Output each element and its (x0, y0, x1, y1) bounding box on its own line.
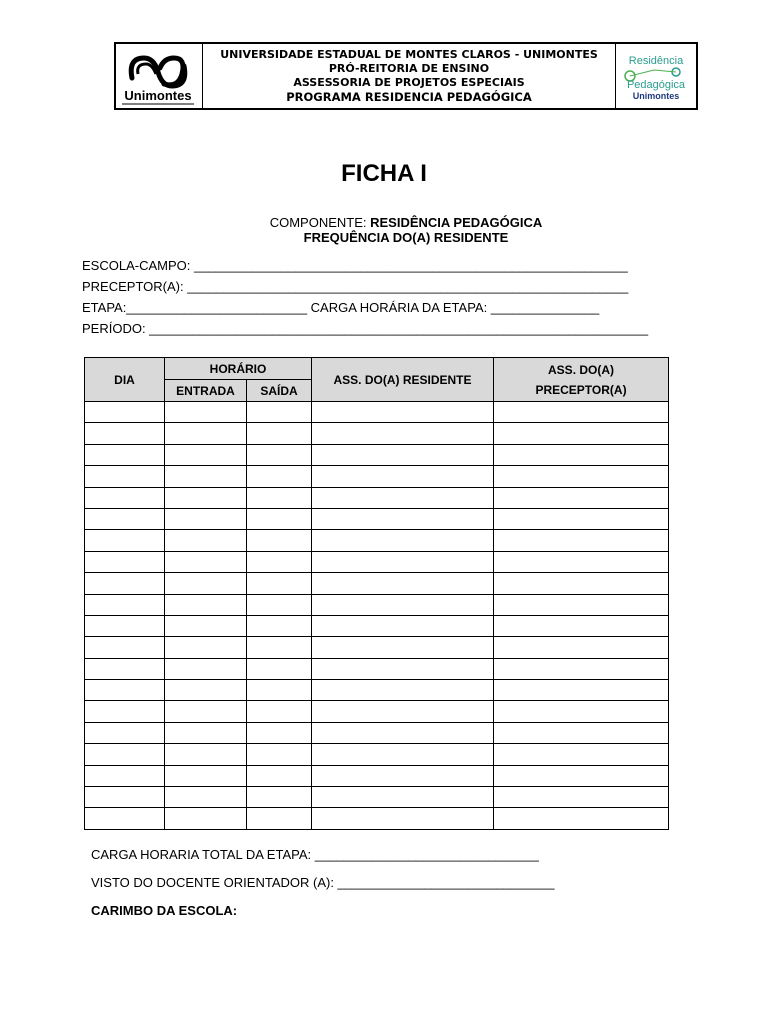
residente-signature-cell[interactable] (312, 787, 494, 808)
saida-cell[interactable] (247, 680, 312, 701)
entrada-cell[interactable] (165, 808, 247, 829)
dia-cell[interactable] (85, 466, 165, 487)
dia-cell[interactable] (85, 530, 165, 551)
dia-cell[interactable] (85, 658, 165, 679)
preceptor-signature-cell[interactable] (494, 551, 669, 572)
saida-cell[interactable] (247, 573, 312, 594)
header-preceptor: ASS. DO(A) PRECEPTOR(A) (494, 358, 669, 402)
header-horario: HORÁRIO (165, 358, 312, 380)
residencia-logo-line1: Residência (628, 55, 684, 67)
header-text (203, 44, 615, 108)
residente-signature-cell[interactable] (312, 508, 494, 529)
dia-cell[interactable] (85, 402, 165, 423)
table-row (85, 594, 669, 615)
entrada-cell[interactable] (165, 701, 247, 722)
entrada-cell[interactable] (165, 637, 247, 658)
document-header (114, 42, 698, 110)
entrada-cell[interactable] (165, 594, 247, 615)
preceptor-signature-cell[interactable] (494, 615, 669, 636)
entrada-cell[interactable] (165, 530, 247, 551)
residente-signature-cell[interactable] (312, 637, 494, 658)
component-subtitle: FREQUÊNCIA DO(A) RESIDENTE (303, 230, 509, 245)
table-row (85, 551, 669, 572)
table-row (85, 487, 669, 508)
residente-signature-cell[interactable] (312, 466, 494, 487)
university-name: UNIVERSIDADE ESTADUAL DE MONTES CLAROS - UNIMONTES (220, 48, 598, 61)
table-row (85, 722, 669, 743)
saida-cell[interactable] (247, 637, 312, 658)
preceptor-signature-cell[interactable] (494, 466, 669, 487)
header-entrada: ENTRADA (165, 380, 247, 402)
saida-cell[interactable] (247, 444, 312, 465)
table-row (85, 765, 669, 786)
dia-cell[interactable] (85, 423, 165, 444)
residente-signature-cell[interactable] (312, 808, 494, 829)
table-row (85, 744, 669, 765)
escola-campo-field[interactable]: ESCOLA-CAMPO: ____________________________________________________________ (82, 258, 628, 273)
entrada-cell[interactable] (165, 765, 247, 786)
preceptor-signature-cell[interactable] (494, 402, 669, 423)
preceptor-signature-cell[interactable] (494, 594, 669, 615)
preceptor-signature-cell[interactable] (494, 444, 669, 465)
preceptor-signature-cell[interactable] (494, 573, 669, 594)
unimontes-logo (116, 44, 203, 108)
preceptor-signature-cell[interactable] (494, 765, 669, 786)
table-row (85, 615, 669, 636)
header-dia: DIA (85, 358, 165, 402)
preceptor-signature-cell[interactable] (494, 423, 669, 444)
entrada-cell[interactable] (165, 444, 247, 465)
etapa-field[interactable]: ETAPA:_________________________ CARGA HORÁRIA DA ETAPA: _______________ (82, 300, 600, 315)
page-title: FICHA I (341, 160, 427, 187)
saida-cell[interactable] (247, 787, 312, 808)
saida-cell[interactable] (247, 701, 312, 722)
saida-cell[interactable] (247, 615, 312, 636)
entrada-cell[interactable] (165, 402, 247, 423)
table-row (85, 808, 669, 829)
saida-cell[interactable] (247, 722, 312, 743)
preceptor-signature-cell[interactable] (494, 744, 669, 765)
table-row (85, 466, 669, 487)
table-row (85, 637, 669, 658)
entrada-cell[interactable] (165, 615, 247, 636)
preceptor-signature-cell[interactable] (494, 722, 669, 743)
residente-signature-cell[interactable] (312, 573, 494, 594)
saida-cell[interactable] (247, 423, 312, 444)
preceptor-signature-cell[interactable] (494, 701, 669, 722)
table-row (85, 701, 669, 722)
program-name: PROGRAMA RESIDENCIA PEDAGÓGICA (286, 90, 532, 104)
dia-cell[interactable] (85, 722, 165, 743)
table-row (85, 787, 669, 808)
residente-signature-cell[interactable] (312, 594, 494, 615)
residente-signature-cell[interactable] (312, 444, 494, 465)
header-saida: SAÍDA (247, 380, 312, 402)
dia-cell[interactable] (85, 487, 165, 508)
dia-cell[interactable] (85, 637, 165, 658)
preceptor-signature-cell[interactable] (494, 680, 669, 701)
preceptor-field[interactable]: PRECEPTOR(A): _____________________________________________________________ (82, 279, 629, 294)
visto-field[interactable]: VISTO DO DOCENTE ORIENTADOR (A): ______________________________ (91, 875, 555, 890)
preceptor-signature-cell[interactable] (494, 808, 669, 829)
preceptor-signature-cell[interactable] (494, 787, 669, 808)
attendance-table (84, 357, 669, 830)
dia-cell[interactable] (85, 615, 165, 636)
dia-cell[interactable] (85, 680, 165, 701)
saida-cell[interactable] (247, 466, 312, 487)
dia-cell[interactable] (85, 573, 165, 594)
residente-signature-cell[interactable] (312, 722, 494, 743)
residente-signature-cell[interactable] (312, 658, 494, 679)
periodo-field[interactable]: PERÍODO: _____________________________________________________________________ (82, 321, 649, 336)
dia-cell[interactable] (85, 594, 165, 615)
table-row (85, 402, 669, 423)
unimontes-logo-text: Unimontes (124, 88, 192, 103)
entrada-cell[interactable] (165, 508, 247, 529)
dia-cell[interactable] (85, 787, 165, 808)
residente-signature-cell[interactable] (312, 765, 494, 786)
entrada-cell[interactable] (165, 722, 247, 743)
saida-cell[interactable] (247, 765, 312, 786)
saida-cell[interactable] (247, 402, 312, 423)
entrada-cell[interactable] (165, 658, 247, 679)
component-label: COMPONENTE: (269, 215, 371, 230)
entrada-cell[interactable] (165, 787, 247, 808)
entrada-cell[interactable] (165, 487, 247, 508)
dia-cell[interactable] (85, 701, 165, 722)
entrada-cell[interactable] (165, 680, 247, 701)
residencia-pedagogica-logo (615, 44, 696, 108)
saida-cell[interactable] (247, 744, 312, 765)
table-row (85, 530, 669, 551)
entrada-cell[interactable] (165, 573, 247, 594)
assessoria: ASSESSORIA DE PROJETOS ESPECIAIS (293, 76, 525, 89)
table-row (85, 680, 669, 701)
preceptor-signature-cell[interactable] (494, 637, 669, 658)
saida-cell[interactable] (247, 551, 312, 572)
table-row (85, 444, 669, 465)
pro-reitoria: PRÓ-REITORIA DE ENSINO (328, 62, 490, 75)
residente-signature-cell[interactable] (312, 551, 494, 572)
dia-cell[interactable] (85, 508, 165, 529)
residente-signature-cell[interactable] (312, 701, 494, 722)
saida-cell[interactable] (247, 530, 312, 551)
table-row (85, 423, 669, 444)
residencia-logo-icon (616, 44, 694, 108)
component-block (0, 215, 768, 245)
entrada-cell[interactable] (165, 466, 247, 487)
dia-cell[interactable] (85, 444, 165, 465)
table-row (85, 573, 669, 594)
dia-cell[interactable] (85, 551, 165, 572)
dia-cell[interactable] (85, 765, 165, 786)
residente-signature-cell[interactable] (312, 487, 494, 508)
preceptor-signature-cell[interactable] (494, 658, 669, 679)
carga-total-field[interactable]: CARGA HORARIA TOTAL DA ETAPA: _______________________________ (91, 847, 539, 862)
entrada-cell[interactable] (165, 423, 247, 444)
component-value: RESIDÊNCIA PEDAGÓGICA (370, 215, 543, 230)
preceptor-signature-cell[interactable] (494, 530, 669, 551)
unimontes-logo-icon (116, 44, 200, 108)
residencia-logo-line2: Pedagógica (626, 79, 686, 91)
header-residente: ASS. DO(A) RESIDENTE (312, 358, 494, 402)
saida-cell[interactable] (247, 594, 312, 615)
table-row (85, 658, 669, 679)
saida-cell[interactable] (247, 808, 312, 829)
preceptor-signature-cell[interactable] (494, 508, 669, 529)
residente-signature-cell[interactable] (312, 530, 494, 551)
carimbo-label: CARIMBO DA ESCOLA: (91, 903, 238, 918)
residencia-logo-line3: Unimontes (632, 91, 680, 101)
saida-cell[interactable] (247, 487, 312, 508)
dia-cell[interactable] (85, 808, 165, 829)
entrada-cell[interactable] (165, 551, 247, 572)
saida-cell[interactable] (247, 508, 312, 529)
residente-signature-cell[interactable] (312, 402, 494, 423)
residente-signature-cell[interactable] (312, 423, 494, 444)
residente-signature-cell[interactable] (312, 744, 494, 765)
residente-signature-cell[interactable] (312, 680, 494, 701)
entrada-cell[interactable] (165, 744, 247, 765)
saida-cell[interactable] (247, 658, 312, 679)
preceptor-signature-cell[interactable] (494, 487, 669, 508)
residente-signature-cell[interactable] (312, 615, 494, 636)
dia-cell[interactable] (85, 744, 165, 765)
table-row (85, 508, 669, 529)
